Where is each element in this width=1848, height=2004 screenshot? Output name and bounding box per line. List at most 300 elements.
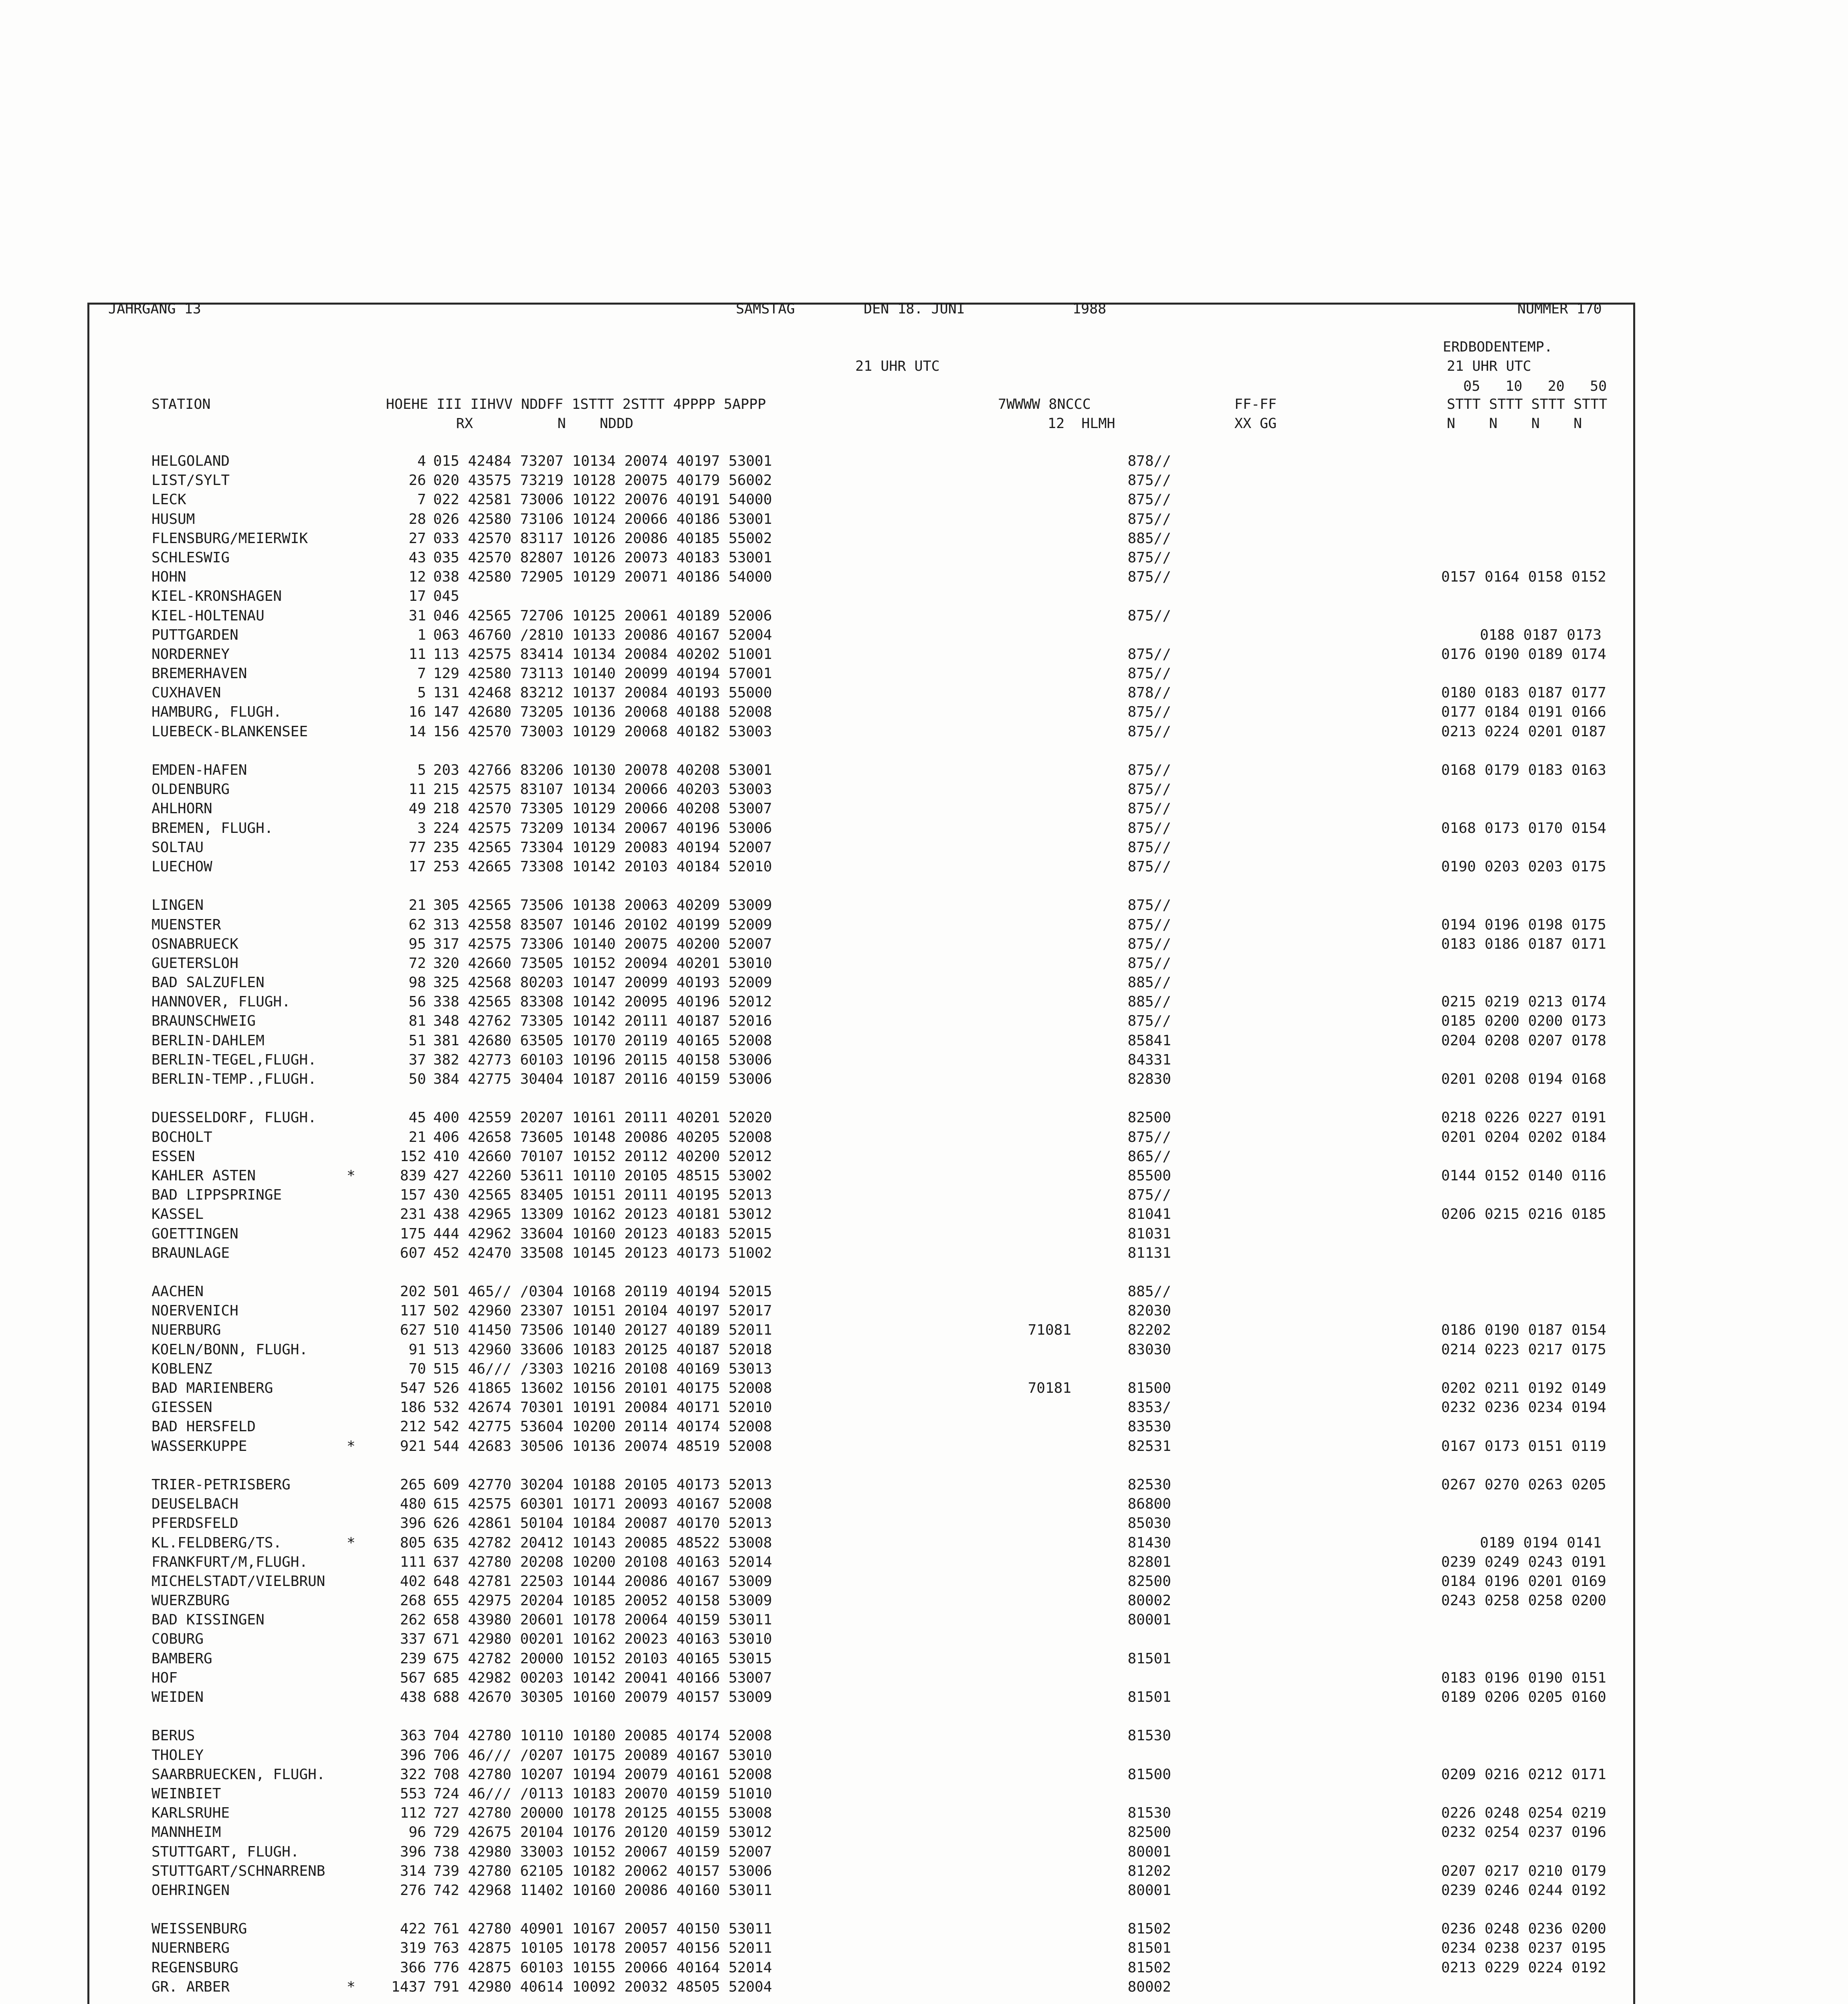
station-name: WEINBIET [151,1785,221,1802]
table-row [151,954,1634,973]
station-name: ESSEN [151,1148,195,1165]
weekday-label: SAMSTAG [736,301,795,317]
synop-groups: 526 41865 13602 10156 20101 40175 52008 [433,1380,772,1396]
table-row [151,1649,1634,1669]
station-height: 402 [400,1573,426,1590]
station-height: 117 [400,1303,426,1319]
station-name: LINGEN [151,897,204,914]
cloud-group: 875// [1127,1129,1171,1145]
table-row [151,645,1634,664]
cloud-group: 81202 [1127,1863,1171,1879]
soil-temperatures: 0215 0219 0213 0174 [1441,994,1606,1010]
table-row [151,1360,1634,1379]
synop-groups: 113 42575 83414 10134 20084 40202 51001 [433,646,772,663]
table-row [151,799,1634,818]
station-name: BERLIN-TEMP.,FLUGH. [151,1071,317,1087]
cloud-group: 85500 [1127,1167,1171,1184]
station-height: 480 [400,1496,426,1513]
station-name: GR. ARBER [151,1978,230,1995]
station-height: 17 [408,858,426,875]
station-name: LIST/SYLT [151,472,230,489]
synop-groups: 708 42780 10207 10194 20079 40161 52008 [433,1766,772,1783]
cloud-group: 81501 [1127,1689,1171,1705]
soil-temperatures: 0232 0236 0234 0194 [1441,1399,1606,1416]
soil-temperatures: 0180 0183 0187 0177 [1441,685,1606,701]
group-spacer [151,1263,1634,1282]
station-height: 51 [408,1032,426,1049]
synop-groups: 430 42565 83405 10151 20111 40195 52013 [433,1187,772,1204]
synop-groups: 542 42775 53604 10200 20114 40174 52008 [433,1418,772,1435]
station-name: KAHLER ASTEN [151,1167,256,1184]
table-row [151,1533,1634,1553]
synop-groups: 313 42558 83507 10146 20102 40199 52009 [433,916,772,933]
cloud-group: 875// [1127,472,1171,489]
station-name: BAD SALZUFLEN [151,974,265,991]
cloud-group: 875// [1127,569,1171,586]
cloud-group: 82801 [1127,1554,1171,1570]
station-height: 175 [400,1225,426,1242]
station-name: AHLHORN [151,800,212,817]
group-spacer [151,1089,1634,1108]
table-row [151,1610,1634,1630]
soil-temperatures: 0185 0200 0200 0173 [1441,1013,1606,1030]
table-row [151,1128,1634,1147]
observation-time: 21 UHR UTC [855,358,940,374]
station-height: 805 [400,1534,426,1551]
group-spacer [151,741,1634,761]
station-height: 396 [400,1747,426,1764]
soil-temperatures: 0218 0226 0227 0191 [1441,1109,1606,1126]
station-height: 5 [417,685,426,701]
station-height: 14 [408,723,426,740]
cloud-group: 875// [1127,839,1171,856]
synop-groups: 381 42680 63505 10170 20119 40165 52008 [433,1032,772,1049]
cloud-group: 885// [1127,994,1171,1010]
cloud-group: 81041 [1127,1206,1171,1223]
synop-groups: 761 42780 40901 10167 20057 40150 53011 [433,1921,772,1937]
soil-temperatures: 0207 0217 0210 0179 [1441,1863,1606,1879]
station-height: 21 [408,1129,426,1145]
table-row [151,452,1634,471]
group-spacer [151,1900,1634,1919]
station-height: 31 [408,607,426,624]
station-name: KOELN/BONN, FLUGH. [151,1341,308,1358]
station-name: LUEBECK-BLANKENSEE [151,723,308,740]
table-row [151,1379,1634,1398]
table-row [151,664,1634,683]
station-height: 231 [400,1206,426,1223]
table-row [151,1746,1634,1765]
station-name: MICHELSTADT/VIELBRUN [151,1573,325,1590]
station-height: 212 [400,1418,426,1435]
table-row [151,1224,1634,1244]
group-spacer [151,1997,1634,2004]
cloud-group: 82531 [1127,1438,1171,1455]
table-row [151,1495,1634,1514]
synop-groups: 215 42575 83107 10134 20066 40203 53003 [433,781,772,798]
station-height: 12 [408,569,426,586]
cloud-group: 82530 [1127,1476,1171,1493]
cloud-group: 82830 [1127,1071,1171,1087]
cloud-group: 875// [1127,781,1171,798]
station-name: OLDENBURG [151,781,230,798]
table-row [151,1630,1634,1649]
station-name: WUERZBURG [151,1592,230,1609]
synop-groups: 706 46/// /0207 10175 20089 40167 53010 [433,1747,772,1764]
station-height: 11 [408,646,426,663]
table-row [151,1301,1634,1321]
cloud-group: 81430 [1127,1534,1171,1551]
synop-groups: 427 42260 53611 10110 20105 48515 53002 [433,1167,772,1184]
table-row [151,1765,1634,1784]
synop-groups: 739 42780 62105 10182 20062 40157 53006 [433,1863,772,1879]
station-name: SAARBRUECKEN, FLUGH. [151,1766,325,1783]
synop-groups: 655 42975 20204 10185 20052 40158 53009 [433,1592,772,1609]
cloud-group: 885// [1127,974,1171,991]
group-spacer [151,877,1634,896]
station-height: 553 [400,1785,426,1802]
station-height: 77 [408,839,426,856]
synop-groups: 020 43575 73219 10128 20075 40179 56002 [433,472,772,489]
table-row [151,1862,1634,1881]
station-name: SCHLESWIG [151,549,230,566]
soil-temp-title: ERDBODENTEMP. [1443,339,1553,355]
group-spacer [151,1707,1634,1726]
table-row [151,896,1634,915]
mountain-marker: * [347,1534,355,1551]
station-height: 111 [400,1554,426,1570]
soil-temperatures: 0267 0270 0263 0205 [1441,1476,1606,1493]
synop-groups: 452 42470 33508 10145 20123 40173 51002 [433,1244,772,1261]
station-height: 7 [417,665,426,682]
table-row [151,529,1634,548]
station-height: 921 [400,1438,426,1455]
soil-temperatures: 0189 0206 0205 0160 [1441,1689,1606,1705]
station-name: HOHN [151,569,186,586]
soil-temperatures: 0144 0152 0140 0116 [1441,1167,1606,1184]
station-height: 50 [408,1071,426,1087]
cloud-group: 875// [1127,1187,1171,1204]
station-height: 49 [408,800,426,817]
station-name: COBURG [151,1631,204,1648]
station-height: 567 [400,1669,426,1686]
synop-groups: 406 42658 73605 10148 20086 40205 52008 [433,1129,772,1145]
table-row [151,1591,1634,1610]
station-name: STUTTGART/SCHNARRENB [151,1863,325,1879]
station-name: DEUSELBACH [151,1496,238,1513]
synop-groups: 045 [433,588,460,605]
synop-groups: 038 42580 72905 10129 20071 40186 54000 [433,569,772,586]
soil-temperatures: 0202 0211 0192 0149 [1441,1380,1606,1396]
table-row [151,568,1634,587]
synop-groups: 675 42782 20000 10152 20103 40165 53015 [433,1650,772,1667]
station-name: BAD MARIENBERG [151,1380,273,1396]
soil-temperatures: 0214 0223 0217 0175 [1441,1341,1606,1358]
station-name: BREMEN, FLUGH. [151,820,273,836]
table-row [151,1398,1634,1417]
soil-depths: 05 10 20 50 [1463,378,1607,394]
station-height: 547 [400,1380,426,1396]
soil-temperatures: 0243 0258 0258 0200 [1441,1592,1606,1609]
cloud-group: 875// [1127,916,1171,933]
station-height: 96 [408,1824,426,1841]
synop-groups: 658 43980 20601 10178 20064 40159 53011 [433,1612,772,1628]
synop-groups: 688 42670 30305 10160 20079 40157 53009 [433,1689,772,1705]
soil-temperatures: 0209 0216 0212 0171 [1441,1766,1606,1783]
station-name: MANNHEIM [151,1824,221,1841]
station-name: BAD HERSFELD [151,1418,256,1435]
station-height: 363 [400,1727,426,1744]
cloud-group: 81131 [1127,1244,1171,1261]
cloud-group: 80002 [1127,1592,1171,1609]
station-name: NORDERNEY [151,646,230,663]
table-row [151,1282,1634,1301]
table-row [151,915,1634,935]
table-row [151,1939,1634,1958]
cloud-group: 875// [1127,800,1171,817]
cloud-group: 875// [1127,665,1171,682]
synop-groups: 410 42660 70107 10152 20112 40200 52012 [433,1148,772,1165]
station-height: 27 [408,530,426,547]
soil-temperatures: 0234 0238 0237 0195 [1441,1940,1606,1957]
station-name: BAD LIPPSPRINGE [151,1187,282,1204]
station-height: 396 [400,1515,426,1532]
mountain-marker: * [347,1438,355,1455]
station-name: PFERDSFELD [151,1515,238,1532]
table-row [151,626,1634,645]
group-spacer [151,1456,1634,1475]
soil-temperatures: 0206 0215 0216 0185 [1441,1206,1606,1223]
station-name: WEISSENBURG [151,1921,247,1937]
station-height: 28 [408,511,426,527]
cloud-group: 875// [1127,491,1171,508]
station-name: BERLIN-DAHLEM [151,1032,265,1049]
table-row [151,1070,1634,1089]
station-height: 396 [400,1843,426,1860]
synop-groups: 348 42762 73305 10142 20111 40187 52016 [433,1013,772,1030]
cloud-group: 81502 [1127,1959,1171,1976]
station-name: KL.FELDBERG/TS. [151,1534,282,1551]
station-height: 37 [408,1051,426,1068]
station-height: 45 [408,1109,426,1126]
synop-groups: 035 42570 82807 10126 20073 40183 53001 [433,549,772,566]
table-row [151,587,1634,606]
station-name: HELGOLAND [151,453,230,469]
station-height: 72 [408,955,426,972]
table-row [151,761,1634,780]
soil-temperatures: 0239 0246 0244 0192 [1441,1882,1606,1899]
station-height: 26 [408,472,426,489]
table-row [151,683,1634,703]
mountain-marker: * [347,1167,355,1184]
cloud-group: 885// [1127,530,1171,547]
cloud-group: 86800 [1127,1496,1171,1513]
synop-groups: 532 42674 70301 10191 20084 40171 52010 [433,1399,772,1416]
station-name: AACHEN [151,1283,204,1300]
col-header-soil: STTT STTT STTT STTT [1447,396,1608,412]
cloud-group: 81501 [1127,1650,1171,1667]
table-row [151,1437,1634,1456]
station-height: 43 [408,549,426,566]
volume-label: JAHRGANG 13 [108,301,201,317]
synop-groups: 510 41450 73506 10140 20127 40189 52011 [433,1322,772,1339]
date-label: DEN 18. JUNI [864,301,965,317]
station-name: BERUS [151,1727,195,1744]
synop-groups: 063 46760 /2810 10133 20086 40167 52004 [433,626,772,643]
table-row [151,1186,1634,1205]
synop-groups: 671 42980 00201 10162 20023 40163 53010 [433,1631,772,1648]
cloud-group: 81500 [1127,1380,1171,1396]
cloud-group: 80001 [1127,1843,1171,1860]
synop-groups: 338 42565 83308 10142 20095 40196 52012 [433,994,772,1010]
table-row [151,1881,1634,1900]
cloud-group: 885// [1127,1283,1171,1300]
col-header-station: STATION [151,396,211,412]
soil-temp-time: 21 UHR UTC [1447,358,1531,374]
station-height: 152 [400,1148,426,1165]
cloud-group: 81502 [1127,1921,1171,1937]
station-height: 202 [400,1283,426,1300]
cloud-group: 865// [1127,1148,1171,1165]
soil-temperatures: 0213 0229 0224 0192 [1441,1959,1606,1976]
station-height: 21 [408,897,426,914]
station-height: 319 [400,1940,426,1957]
cloud-group: 875// [1127,820,1171,836]
synop-groups: 131 42468 83212 10137 20084 40193 55000 [433,685,772,701]
soil-temperatures: 0239 0249 0243 0191 [1441,1554,1606,1570]
synop-groups: 444 42962 33604 10160 20123 40183 52015 [433,1225,772,1242]
table-row [151,1726,1634,1745]
cloud-group: 83030 [1127,1341,1171,1358]
station-name: BAD KISSINGEN [151,1612,265,1628]
station-height: 70 [408,1360,426,1377]
weather-group: 71081 [1028,1322,1071,1339]
station-name: LECK [151,491,186,508]
station-name: NOERVENICH [151,1303,238,1319]
station-height: 276 [400,1882,426,1899]
cloud-group: 878// [1127,685,1171,701]
cloud-group: 875// [1127,762,1171,778]
year-label: 1988 [1072,301,1107,317]
synop-groups: 253 42665 73308 10142 20103 40184 52010 [433,858,772,875]
station-height: 1437 [391,1978,426,1995]
station-name: HAMBURG, FLUGH. [151,704,282,721]
station-height: 4 [417,453,426,469]
station-height: 95 [408,935,426,952]
station-name: SOLTAU [151,839,204,856]
station-height: 98 [408,974,426,991]
synop-groups: 685 42982 00203 10142 20041 40166 53007 [433,1669,772,1686]
station-height: 11 [408,781,426,798]
station-name: BOCHOLT [151,1129,212,1145]
synop-groups: 513 42960 33606 10183 20125 40187 52018 [433,1341,772,1358]
synop-groups: 776 42875 60103 10155 20066 40164 52014 [433,1959,772,1976]
station-height: 157 [400,1187,426,1204]
cloud-group: 80002 [1127,1978,1171,1995]
table-row [151,1108,1634,1127]
station-height: 81 [408,1013,426,1030]
table-row [151,1417,1634,1436]
table-row [151,1572,1634,1591]
soil-temperatures: 0204 0208 0207 0178 [1441,1032,1606,1049]
cloud-group: 81501 [1127,1940,1171,1957]
synop-groups: 022 42581 73006 10122 20076 40191 54000 [433,491,772,508]
station-height: 239 [400,1650,426,1667]
synop-groups: 729 42675 20104 10176 20120 40159 53012 [433,1824,772,1841]
col-subheader-soil: N N N N [1447,416,1582,432]
soil-temperatures: 0168 0173 0170 0154 [1441,820,1606,836]
station-height: 265 [400,1476,426,1493]
station-name: WASSERKUPPE [151,1438,247,1455]
cloud-group: 875// [1127,607,1171,624]
synop-groups: 325 42568 80203 10147 20099 40193 52009 [433,974,772,991]
cloud-group: 875// [1127,549,1171,566]
soil-temperatures: 0194 0196 0198 0175 [1441,916,1606,933]
cloud-group: 80001 [1127,1612,1171,1628]
cloud-group: 80001 [1127,1882,1171,1899]
station-name: THOLEY [151,1747,204,1764]
cloud-group: 84331 [1127,1051,1171,1068]
col-header-ff: FF-FF [1234,396,1277,412]
synop-groups: 156 42570 73003 10129 20068 40182 53003 [433,723,772,740]
table-row [151,1688,1634,1707]
station-height: 91 [408,1341,426,1358]
soil-temperatures: 0184 0196 0201 0169 [1441,1573,1606,1590]
synop-groups: 438 42965 13309 10162 20123 40181 53012 [433,1206,772,1223]
cloud-group: 82500 [1127,1824,1171,1841]
cloud-group: 82500 [1127,1109,1171,1126]
synop-groups: 224 42575 73209 10134 20067 40196 53006 [433,820,772,836]
synop-groups: 203 42766 83206 10130 20078 40208 53001 [433,762,772,778]
table-row [151,722,1634,741]
synop-groups: 046 42565 72706 10125 20061 40189 52006 [433,607,772,624]
station-name: MUENSTER [151,916,221,933]
table-row [151,510,1634,529]
cloud-group: 81500 [1127,1766,1171,1783]
soil-temperatures: 0236 0248 0236 0200 [1441,1921,1606,1937]
soil-temperatures: 0232 0254 0237 0196 [1441,1824,1606,1841]
cloud-group: 81530 [1127,1727,1171,1744]
cloud-group: 81031 [1127,1225,1171,1242]
soil-temperatures: 0213 0224 0201 0187 [1441,723,1606,740]
table-row [151,1919,1634,1939]
synop-groups: 704 42780 10110 10180 20085 40174 52008 [433,1727,772,1744]
synop-groups: 384 42775 30404 10187 20116 40159 53006 [433,1071,772,1087]
soil-temperatures: 0167 0173 0151 0119 [1441,1438,1606,1455]
table-row [151,1475,1634,1495]
cloud-group: 878// [1127,453,1171,469]
cloud-group: 875// [1127,704,1171,721]
col-subheader-ff: XX GG [1234,416,1277,432]
station-name: GUETERSLOH [151,955,238,972]
table-row [151,1978,1634,1997]
station-height: 268 [400,1592,426,1609]
soil-temperatures: 0201 0204 0202 0184 [1441,1129,1606,1145]
station-name: KARLSRUHE [151,1805,230,1822]
station-name: NUERBURG [151,1322,221,1339]
synop-groups: 502 42960 23307 10151 20104 40197 52017 [433,1303,772,1319]
mountain-marker: * [347,1978,355,1995]
table-row [151,606,1634,626]
synop-groups: 320 42660 73505 10152 20094 40201 53010 [433,955,772,972]
soil-temperatures: 0226 0248 0254 0219 [1441,1805,1606,1822]
soil-temperatures: 0188 0187 0173 [1480,626,1602,643]
station-name: GIESSEN [151,1399,212,1416]
table-row [151,973,1634,992]
soil-temperatures: 0186 0190 0187 0154 [1441,1322,1606,1339]
station-height: 7 [417,491,426,508]
soil-temperatures: 0157 0164 0158 0152 [1441,569,1606,586]
